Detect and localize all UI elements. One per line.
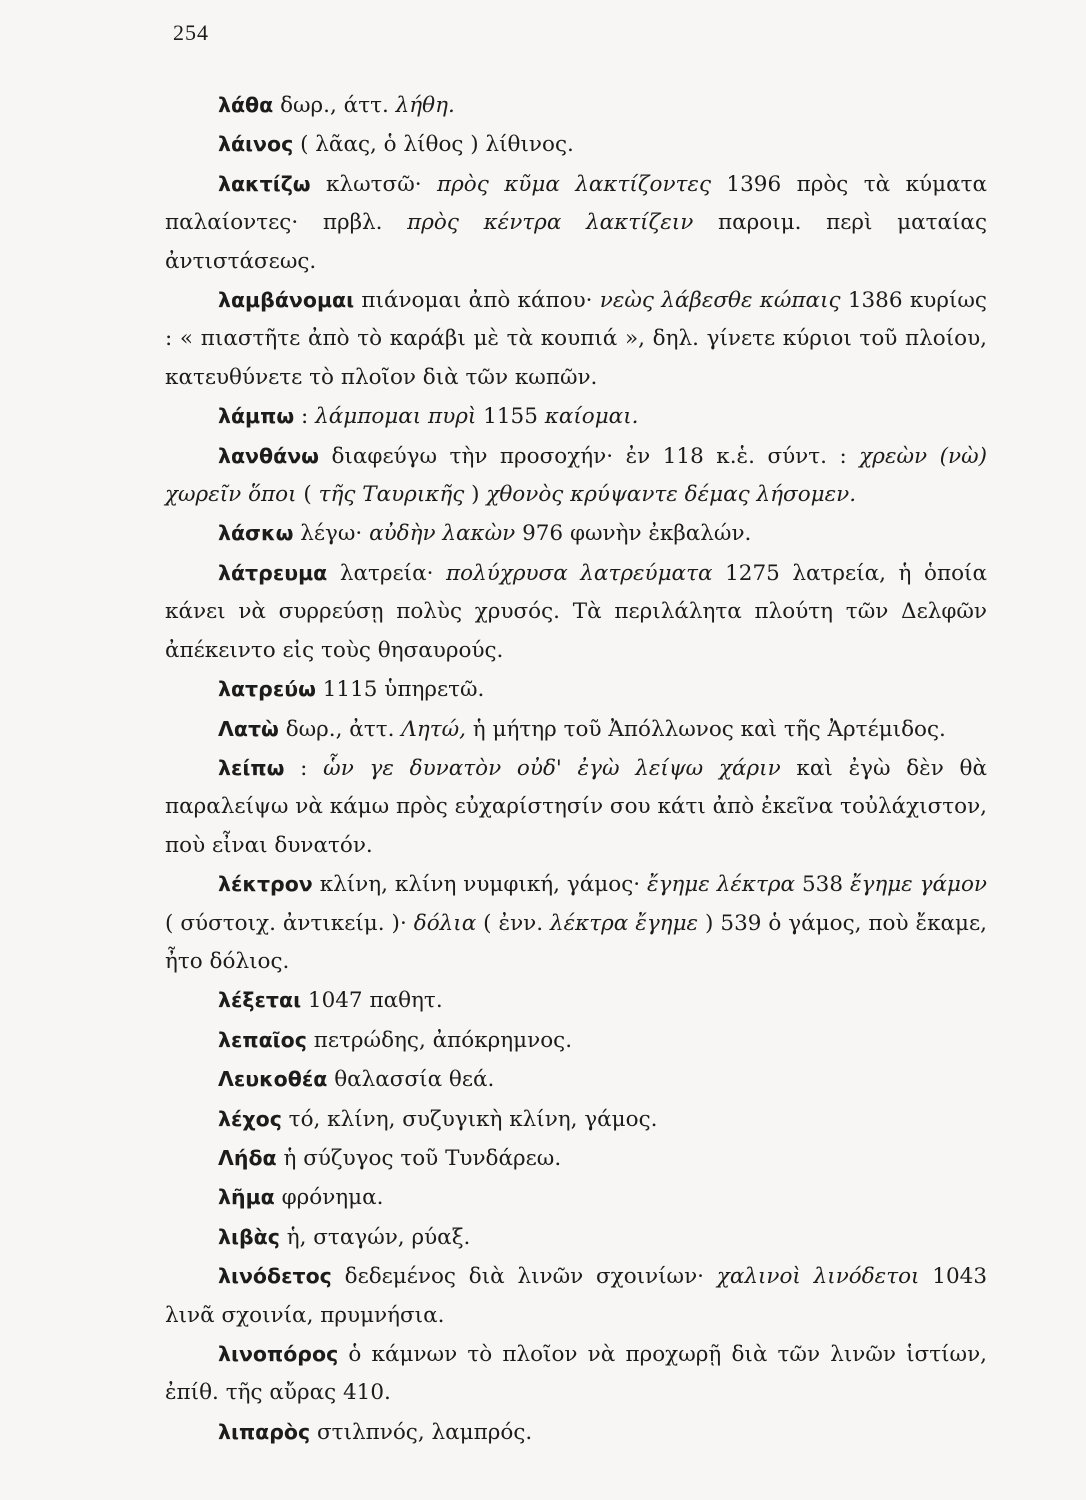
entry-headword: λιπαρὸς xyxy=(218,1419,311,1444)
entry-quotation: λέκτρα ἔγημε xyxy=(550,910,699,936)
glossary-entries xyxy=(165,86,987,1452)
entry-headword: λάσκω xyxy=(218,521,294,546)
entry-definition: 538 xyxy=(795,872,850,898)
entry-definition: πετρώδης, ἀπόκρημνος. xyxy=(306,1027,573,1053)
entry-headword: λακτίζω xyxy=(218,171,311,196)
glossary-entry xyxy=(165,1218,987,1257)
glossary-entry xyxy=(165,1257,987,1335)
glossary-entry xyxy=(165,1178,987,1217)
page-number: 254 xyxy=(173,20,209,45)
entry-headword: λαμβάνομαι xyxy=(218,288,355,313)
entry-definition: ἡ μήτηρ τοῦ Ἀπόλλωνος καὶ τῆς Ἀρτέμιδος. xyxy=(465,716,946,742)
entry-headword: Λευκοθέα xyxy=(218,1067,328,1092)
entry-quotation: πολύχρυσα λατρεύματα xyxy=(446,560,713,586)
entry-headword: λέκτρον xyxy=(218,872,313,897)
entry-definition: δωρ., άττ. xyxy=(273,93,396,118)
entry-headword: λινόδετος xyxy=(218,1264,332,1289)
entry-definition: 1155 xyxy=(476,404,545,430)
glossary-entry xyxy=(165,981,987,1020)
glossary-entry xyxy=(165,1139,987,1178)
glossary-entry xyxy=(165,865,987,981)
entry-headword: Λήδα xyxy=(218,1145,277,1170)
entry-definition: ( ἐνν. xyxy=(476,910,551,936)
entry-definition: ) 539 ὁ γάμος, ποὺ ἔκαμε, ἦτο δόλιος. xyxy=(165,910,987,974)
glossary-entry xyxy=(165,281,987,397)
entry-definition: δεδεμένος διὰ λινῶν σχοινίων· xyxy=(331,1264,717,1290)
entry-headword: λάινος xyxy=(218,132,294,157)
entry-headword: Λατὼ xyxy=(218,716,279,741)
entry-definition: θαλασσία θεά. xyxy=(327,1067,495,1093)
entry-headword: λέξεται xyxy=(218,988,302,1013)
glossary-entry xyxy=(165,1413,987,1452)
glossary-entry xyxy=(165,710,987,749)
entry-definition: λέγω· xyxy=(293,521,370,547)
entry-quotation: ἔγημε λέκτρα xyxy=(647,872,796,898)
entry-headword: λανθάνω xyxy=(218,443,319,468)
entry-definition: ( xyxy=(296,482,319,508)
entry-definition: ( σύστοιχ. ἀντικείμ. )· xyxy=(165,910,414,936)
entry-quotation: ὧν γε δυνατὸν οὐδ' ἐγὼ λείψω χάριν xyxy=(323,755,781,781)
entry-headword: λατρεύω xyxy=(218,677,316,702)
glossary-entry xyxy=(165,437,987,515)
entry-definition: 1115 ὑπηρετῶ. xyxy=(315,677,485,703)
glossary-entry xyxy=(165,1060,987,1099)
glossary-entry xyxy=(165,1021,987,1060)
glossary-entry xyxy=(165,397,987,436)
entry-definition: ) xyxy=(464,482,487,508)
entry-definition: κλωτσῶ· xyxy=(310,171,438,197)
entry-quotation: καίομαι. xyxy=(544,404,639,430)
entry-definition: ( λᾶας, ὁ λίθος ) λίθινος. xyxy=(293,132,574,158)
glossary-entry xyxy=(165,1100,987,1139)
entry-quotation: χρεὼν (νὼ) χωρεῖν ὅποι xyxy=(165,443,987,508)
entry-headword: λάθα xyxy=(218,93,274,117)
entry-quotation: χθονὸς κρύψαντε δέμας λήσομεν. xyxy=(486,482,857,508)
entry-definition: καὶ ἐγὼ δὲν θὰ παραλείψω νὰ κάμω πρὸς εὐχαρίστησίν σου κάτι ἀπὸ ἐκεῖνα τοὐλάχιστον, ποὺ εἶναι δυνατόν. xyxy=(165,755,988,858)
glossary-entry xyxy=(165,125,987,164)
entry-definition: φρόνημα. xyxy=(274,1185,384,1211)
glossary-entry xyxy=(165,1335,987,1413)
glossary-entry xyxy=(165,554,987,670)
entry-headword: λινοπόρος xyxy=(218,1342,339,1366)
entry-headword: λῆμα xyxy=(218,1185,275,1210)
entry-definition: παροιμ. περὶ ματαίας ἀντιστάσεως. xyxy=(165,210,987,274)
entry-definition: πιάνομαι ἀπὸ κάπου· xyxy=(354,288,600,314)
entry-definition: 1396 πρὸς τὰ κύματα παλαίοντες· πρβλ. xyxy=(165,171,988,236)
entry-quotation: δόλια xyxy=(413,910,477,936)
entry-definition: 1275 λατρεία, ἡ ὁποία κάνει νὰ συρρεύσῃ πολὺς χρυσός. Τὰ περιλάλητα πλούτη τῶν Δελφῶν ἀπέκειντο εἰς τοὺς θησαυρούς. xyxy=(165,560,987,663)
glossary-entry xyxy=(165,749,987,865)
entry-definition: 976 φωνὴν ἐκβαλών. xyxy=(515,521,752,547)
entry-quotation: νεὼς λάβεσθε κώπαις xyxy=(599,288,841,314)
entry-quotation: λάμπομαι πυρὶ xyxy=(315,404,477,430)
glossary-entry xyxy=(165,670,987,709)
glossary-entry xyxy=(165,514,987,553)
glossary-entry xyxy=(165,165,987,281)
entry-definition: 1043 λινᾶ σχοινία, πρυμνήσια. xyxy=(165,1264,988,1328)
entry-definition: κλίνη, κλίνη νυμφική, γάμος· xyxy=(312,872,648,898)
entry-definition: λατρεία· xyxy=(327,560,447,586)
entry-quotation: πρὸς κέντρα λακτίζειν xyxy=(407,210,694,236)
entry-headword: λείπω xyxy=(218,755,285,780)
entry-definition: ἡ, σταγών, ρύαξ. xyxy=(279,1224,471,1250)
entry-headword: λέχος xyxy=(218,1106,282,1131)
entry-quotation: λήθη. xyxy=(395,93,455,118)
entry-headword: λιβὰς xyxy=(218,1224,280,1249)
entry-quotation: Λητώ, xyxy=(401,716,466,742)
entry-definition: τό, κλίνη, συζυγικὴ κλίνη, γάμος. xyxy=(281,1106,658,1132)
entry-definition: 1386 κυρίως : « πιαστῆτε ἀπὸ τὸ καράβι μὲ τὰ κουπιά », δηλ. γίνετε κύριοι τοῦ πλοίου, κατευθύνετε τὸ πλοῖον διὰ τῶν κωπῶν. xyxy=(165,288,987,390)
entry-definition: : xyxy=(294,404,316,430)
entry-quotation: τῆς Ταυρικῆς xyxy=(318,482,465,508)
entry-definition: ἡ σύζυγος τοῦ Τυνδάρεω. xyxy=(276,1145,562,1171)
entry-headword: λάμπω xyxy=(218,404,295,429)
entry-definition: 1047 παθητ. xyxy=(301,988,443,1014)
entry-definition: στιλπνός, λαμπρός. xyxy=(310,1419,533,1445)
entry-definition: δωρ., ἀττ. xyxy=(278,716,402,742)
entry-definition: ὁ κάμνων τὸ πλοῖον νὰ προχωρῇ διὰ τῶν λινῶν ἱστίων, ἐπίθ. τῆς αὔρας 410. xyxy=(165,1342,987,1406)
entry-headword: λάτρευμα xyxy=(218,560,328,585)
glossary-entry xyxy=(165,86,987,125)
entry-quotation: αὐδὴν λακὼν xyxy=(369,521,516,547)
entry-quotation: ἔγημε γάμον xyxy=(849,872,987,898)
entry-definition: διαφεύγω τὴν προσοχήν· ἐν 118 κ.ἑ. σύντ. : xyxy=(318,443,860,469)
entry-definition: : xyxy=(284,755,324,781)
entry-quotation: πρὸς κῦμα λακτίζοντες xyxy=(437,171,711,197)
entry-quotation: χαλινοὶ λινόδετοι xyxy=(716,1264,920,1290)
entry-headword: λεπαῖος xyxy=(218,1027,307,1052)
